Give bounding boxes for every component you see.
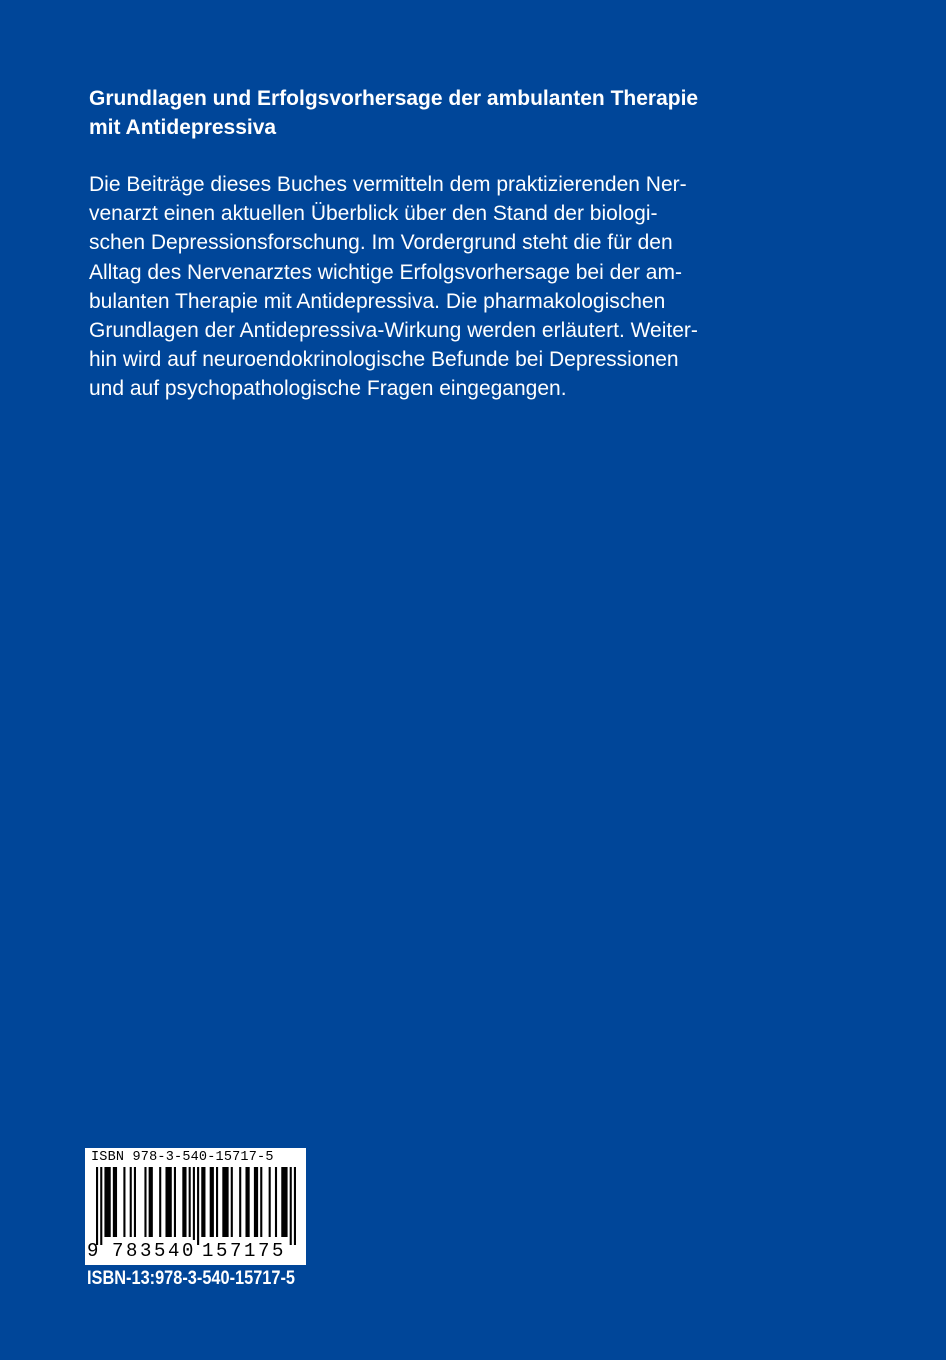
barcode-bar bbox=[123, 1167, 125, 1237]
barcode-bar bbox=[254, 1167, 258, 1237]
description-line: Grundlagen der Antidepressiva-Wirkung werden erläutert. Weiter- bbox=[89, 319, 698, 343]
title-line: mit Antidepressiva bbox=[89, 116, 277, 139]
isbn-13-label: ISBN-13:978-3-540-15717-5 bbox=[87, 1268, 296, 1289]
isbn-top-label: ISBN 978-3-540-15717-5 bbox=[91, 1150, 274, 1165]
barcode-guard-bar bbox=[290, 1167, 292, 1245]
barcode-bar bbox=[239, 1167, 241, 1237]
description-line: schen Depressionsforschung. Im Vordergrund steht die für den bbox=[89, 231, 673, 255]
barcode-bar bbox=[165, 1167, 171, 1237]
description-line: Die Beiträge dieses Buches vermitteln dem praktizierenden Ner- bbox=[89, 173, 687, 196]
barcode-bar bbox=[222, 1167, 228, 1237]
barcode-guard-bar bbox=[197, 1167, 199, 1245]
barcode-guard-bar bbox=[96, 1167, 98, 1245]
barcode-bar bbox=[159, 1167, 161, 1237]
book-title bbox=[89, 84, 809, 142]
barcode-bar bbox=[144, 1167, 146, 1237]
description-line: Alltag des Nervenarztes wichtige Erfolgsvorhersage bei der am- bbox=[89, 260, 682, 284]
barcode-bar bbox=[201, 1167, 205, 1237]
description-line: venarzt einen aktuellen Überblick über den Stand der biologi- bbox=[89, 202, 658, 226]
barcode-bar bbox=[269, 1167, 271, 1237]
barcode-left-digits: 783540 bbox=[112, 1240, 197, 1262]
description-line: hin wird auf neuroendokrinologische Befunde bei Depressionen bbox=[89, 348, 679, 372]
barcode-bar bbox=[231, 1167, 233, 1237]
barcode-bar bbox=[134, 1167, 136, 1237]
book-description bbox=[89, 170, 809, 404]
barcode-bar bbox=[275, 1167, 277, 1237]
barcode-lead-digit: 9 bbox=[87, 1240, 99, 1262]
barcode-bar bbox=[216, 1167, 218, 1237]
description-line: und auf psychopathologische Fragen eingegangen. bbox=[89, 377, 567, 401]
barcode-bar bbox=[189, 1167, 191, 1237]
barcode-guard-bar bbox=[193, 1167, 195, 1245]
isbn-barcode bbox=[85, 1148, 306, 1265]
barcode-guard-bar bbox=[100, 1167, 102, 1245]
barcode-bar bbox=[182, 1167, 186, 1237]
barcode-bar bbox=[130, 1167, 132, 1237]
barcode-guard-bar bbox=[294, 1167, 296, 1245]
barcode-bar bbox=[210, 1167, 214, 1237]
barcode-bar bbox=[149, 1167, 153, 1237]
barcode-bars bbox=[96, 1167, 296, 1245]
barcode-bar bbox=[281, 1167, 287, 1237]
description-line: bulanten Therapie mit Antidepressiva. Die pharmakologischen bbox=[89, 289, 666, 313]
barcode-bar bbox=[104, 1167, 110, 1237]
barcode-bar bbox=[245, 1167, 249, 1237]
barcode-bar bbox=[113, 1167, 117, 1237]
barcode-bar bbox=[174, 1167, 176, 1237]
barcode-right-digits: 157175 bbox=[202, 1240, 287, 1262]
barcode-bar bbox=[260, 1167, 262, 1237]
title-line: Grundlagen und Erfolgsvorhersage der ambulanten Therapie bbox=[89, 87, 699, 110]
